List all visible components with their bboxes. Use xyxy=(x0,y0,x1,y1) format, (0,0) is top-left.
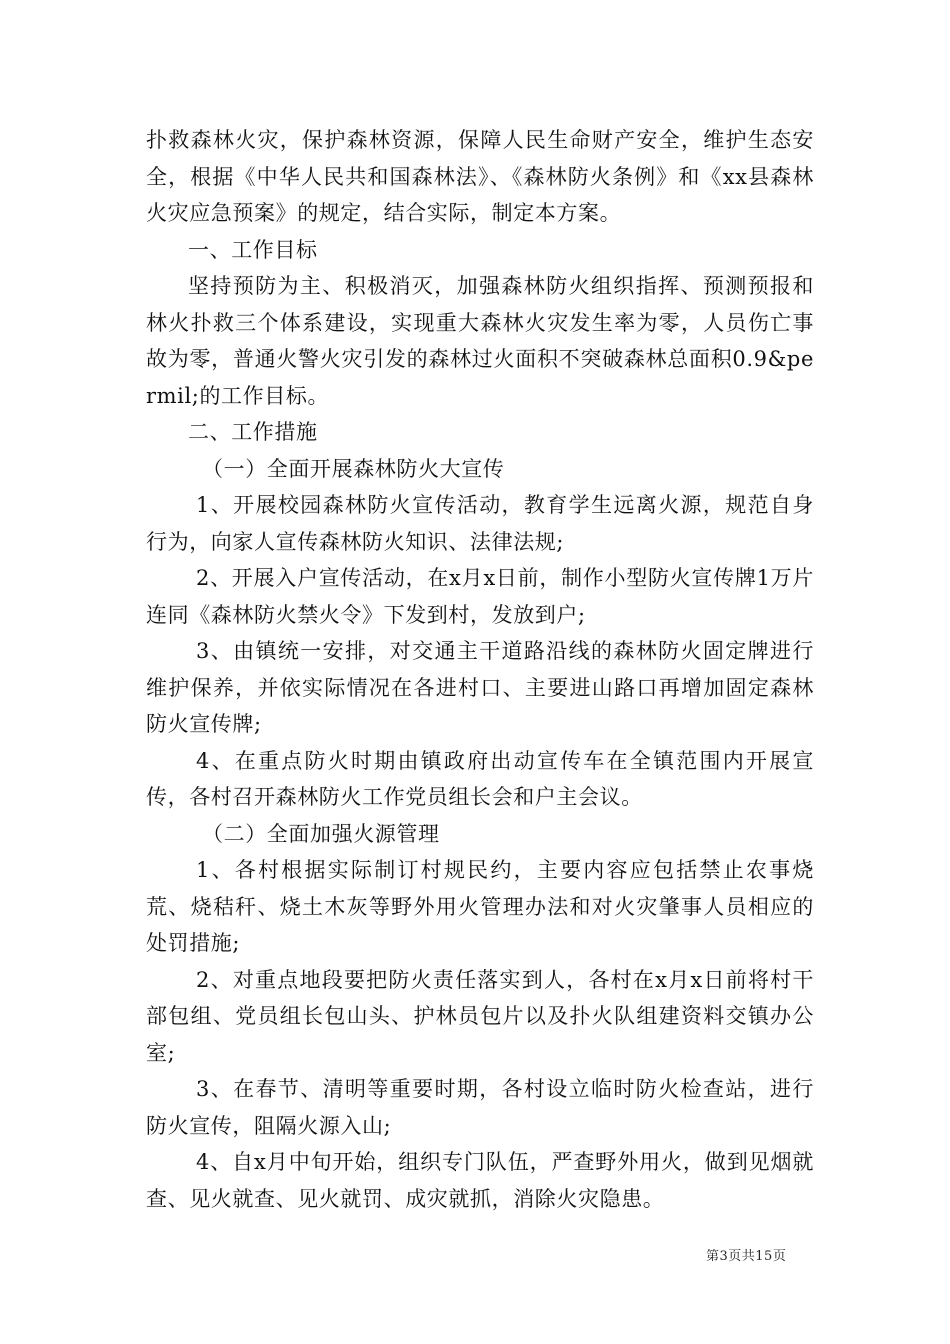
publicity-item-2: 2、开展入户宣传活动，在x月x日前，制作小型防火宣传牌1万片连同《森林防火禁火令》下发到村，发放到户; xyxy=(146,566,814,627)
page-number-footer: 第3页共15页 xyxy=(706,1249,787,1264)
publicity-item-4: 4、在重点防火时期由镇政府出动宣传车在全镇范围内开展宣传，各村召开森林防火工作党员组长会和户主会议。 xyxy=(146,748,814,809)
intro-paragraph: 扑救森林火灾，保护森林资源，保障人民生命财产安全，维护生态安全，根据《中华人民共和国森林法》、《森林防火条例》和《xx县森林火灾应急预案》的规定，结合实际，制定本方案。 xyxy=(146,128,814,225)
publicity-item-1: 1、开展校园森林防火宣传活动，教育学生远离火源，规范自身行为，向家人宣传森林防火知识、法律法规; xyxy=(146,493,814,554)
document-body xyxy=(146,122,814,1217)
subsection-heading-fire-source: （二）全面加强火源管理 xyxy=(202,821,440,846)
fire-source-item-1: 1、各村根据实际制订村规民约，主要内容应包括禁止农事烧荒、烧秸秆、烧土木灰等野外用火管理办法和对火灾肇事人员相应的处罚措施; xyxy=(146,858,814,955)
fire-source-item-2: 2、对重点地段要把防火责任落实到人，各村在x月x日前将村干部包组、党员组长包山头、护林员包片以及扑火队组建资料交镇办公室; xyxy=(146,967,814,1065)
section-heading-goals: 一、工作目标 xyxy=(188,237,318,262)
subsection-heading-publicity: （一）全面开展森林防火大宣传 xyxy=(202,456,505,481)
section-heading-measures: 二、工作措施 xyxy=(188,420,318,444)
fire-source-item-3: 3、在春节、清明等重要时期，各村设立临时防火检查站，进行防火宣传，阻隔火源入山; xyxy=(146,1077,814,1138)
fire-source-item-4: 4、自x月中旬开始，组织专门队伍，严查野外用火，做到见烟就查、见火就查、见火就罚、成灾就抓，消除火灾隐患。 xyxy=(146,1150,814,1211)
publicity-item-3: 3、由镇统一安排，对交通主干道路沿线的森林防火固定牌进行维护保养，并依实际情况在各进村口、主要进山路口再增加固定森林防火宣传牌; xyxy=(146,639,814,736)
goals-paragraph: 坚持预防为主、积极消灭，加强森林防火组织指挥、预测预报和林火扑救三个体系建设，实现重大森林火灾发生率为零，人员伤亡事故为零，普通火警火灾引发的森林过火面积不突破森林总面积0.9&permil;的工作目标。 xyxy=(146,274,814,408)
